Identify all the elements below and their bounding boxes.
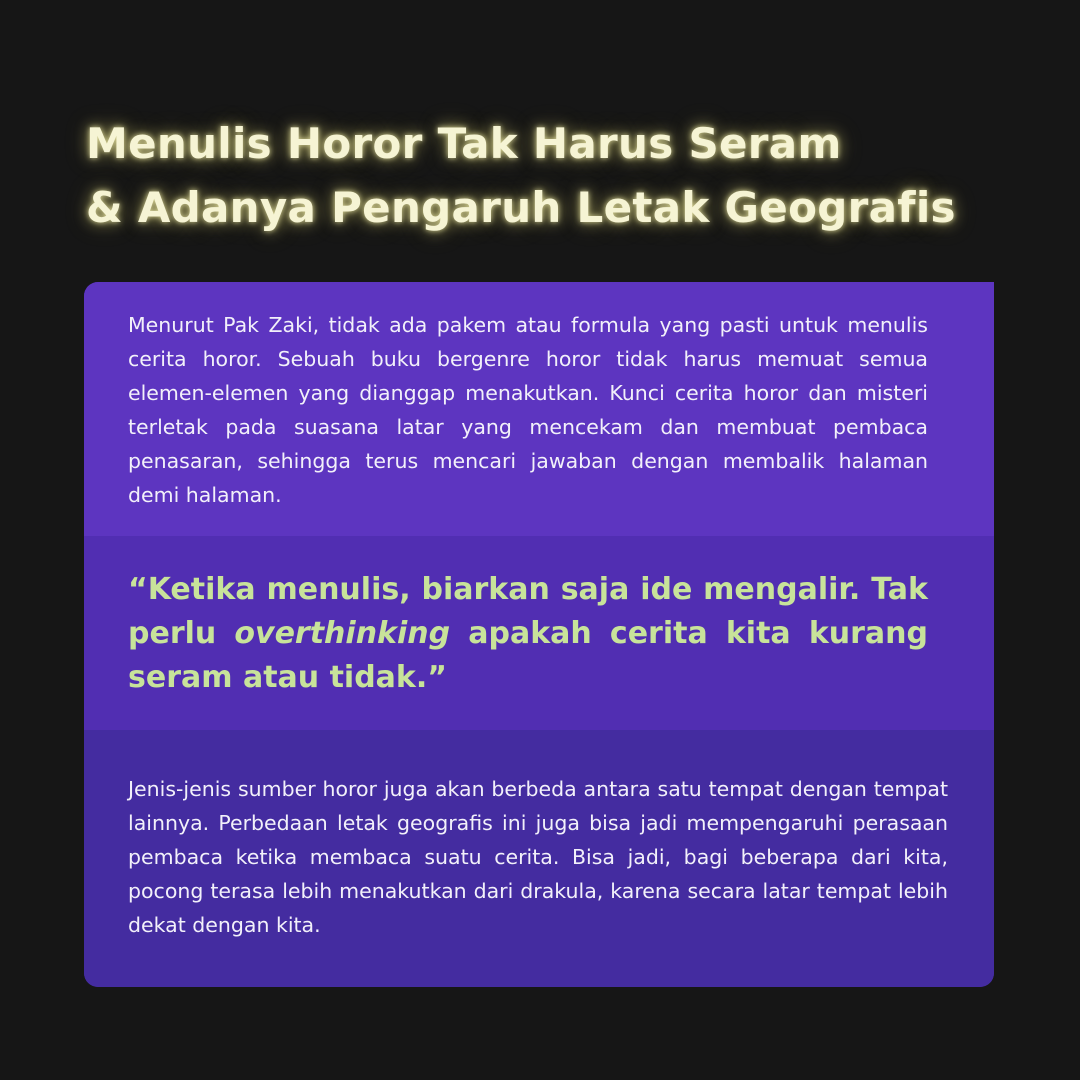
quote-part-2: apakah cerita kita kurang seram atau tidak.” xyxy=(128,616,928,695)
intro-paragraph: Menurut Pak Zaki, tidak ada pakem atau formula yang pasti untuk menulis cerita horor. Sebuah buku bergenre horor tidak harus memuat semua elemen-elemen yang dianggap menakutkan. Kunci cerita horor dan misteri terletak pada suasana latar yang mencekam dan membuat pembaca penasaran, sehingga terus mencari jawaban dengan membalik halaman demi halaman. xyxy=(128,313,928,507)
intro-section xyxy=(84,282,994,536)
title-line-2: & Adanya Pengaruh Letak Geografis xyxy=(86,183,956,232)
page-title xyxy=(86,112,1046,240)
quote-emphasis: overthinking xyxy=(234,616,451,651)
quote-section xyxy=(84,536,994,730)
quote-part-1: “Ketika menulis, biarkan saja ide mengalir. Tak perlu xyxy=(128,572,928,651)
geography-paragraph: Jenis-jenis sumber horor juga akan berbeda antara satu tempat dengan tempat lainnya. Perbedaan letak geografis ini juga bisa jadi mempengaruhi perasaan pembaca ketika membaca suatu cerita. Bisa jadi, bagi beberapa dari kita, pocong terasa lebih menakutkan dari drakula, karena secara latar tempat lebih dekat dengan kita. xyxy=(128,777,948,937)
title-line-1: Menulis Horor Tak Harus Seram xyxy=(86,119,842,168)
geography-section xyxy=(84,730,994,987)
content-card xyxy=(84,282,994,987)
pull-quote xyxy=(128,568,928,700)
